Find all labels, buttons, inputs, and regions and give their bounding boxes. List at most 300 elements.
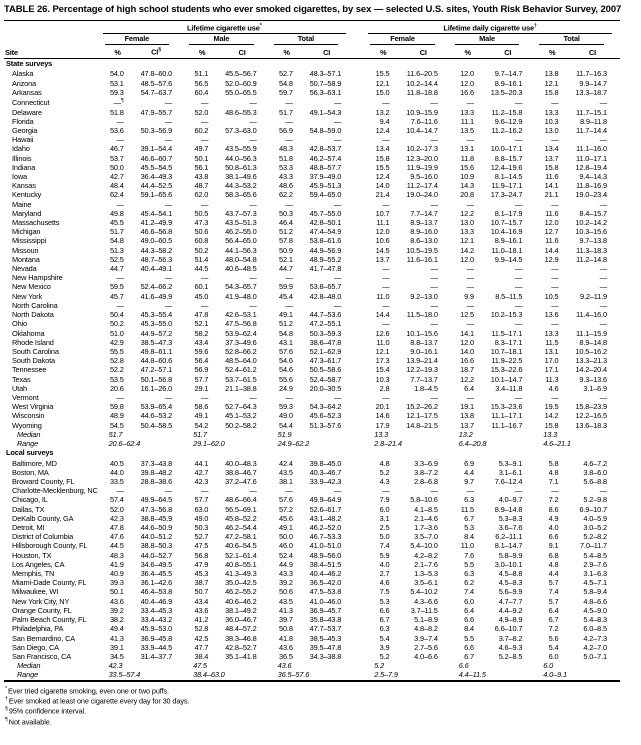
table-cell: 57.8 — [279, 236, 293, 246]
table-cell: — — [515, 264, 523, 274]
table-cell: 59.8 — [109, 402, 124, 412]
table-cell: 4.5–7.1 — [583, 578, 607, 588]
table-cell: 40.6–48.5 — [225, 264, 257, 274]
table-cell: 46.2–54.4 — [225, 523, 257, 533]
table-cell: 4.4–9.2 — [498, 605, 523, 615]
table-cell: — — [285, 486, 293, 496]
table-cell: — — [164, 486, 173, 496]
table-cell: 43.5–51.3 — [225, 218, 257, 228]
table-cell: 57.7 — [194, 495, 209, 505]
table-cell: 46.2–55.0 — [225, 227, 257, 237]
table-cell: 59.4–65.0 — [309, 190, 342, 200]
table-cell: 4.8–6.6 — [583, 596, 607, 606]
table-cell: 52.1 — [194, 319, 209, 329]
table-cell: 6.6 — [548, 532, 559, 542]
table-cell: 11.9–17.1 — [491, 181, 523, 191]
site-name: Charlotte-Mecklenburg, NC — [12, 486, 98, 496]
table-cell: 11.0 — [460, 541, 474, 551]
table-row — [4, 310, 620, 319]
table-cell: 57.4 — [109, 495, 124, 505]
table-cell: 4.4 — [548, 569, 559, 579]
table-cell: 10.9–15.9 — [406, 107, 438, 117]
summary-cell: 47.5 — [193, 661, 207, 671]
table-cell: — — [466, 282, 474, 292]
table-cell: 4.2–7.0 — [583, 642, 607, 652]
table-cell: 48.9–55.2 — [309, 254, 342, 264]
table-cell: 11.1–16.0 — [576, 144, 607, 154]
table-cell: 52.8–66.2 — [225, 346, 257, 356]
table-cell: 52.0 — [109, 504, 124, 514]
table-cell: 5.6–9.9 — [498, 587, 523, 597]
table-cell: 42.8–53.7 — [309, 144, 342, 154]
table-cell: 47.7 — [194, 642, 209, 652]
table-cell: 60.4 — [194, 87, 209, 97]
table-cell: 56.3–63.1 — [309, 87, 342, 97]
table-cell: 10.5–19.5 — [406, 245, 438, 255]
table-cell: 49.0 — [279, 411, 293, 421]
table-cell: 4.0 — [548, 523, 559, 533]
column-gap — [354, 375, 366, 384]
column-gap — [354, 45, 366, 58]
table-cell: 7.7–13.7 — [410, 374, 438, 384]
table-cell: — — [116, 273, 124, 283]
table-cell: 36.4–49.3 — [140, 172, 173, 182]
table-cell: 10.2–14.2 — [575, 218, 607, 228]
table-cell: 57.2 — [279, 504, 293, 514]
table-row — [4, 402, 620, 411]
table-cell: — — [116, 300, 124, 310]
table-cell: 10.4–16.9 — [490, 227, 523, 237]
column-gap — [354, 587, 366, 596]
table-cell: 17.1 — [544, 365, 559, 375]
table-cell: 52.0–60.9 — [225, 78, 257, 88]
table-cell: 12.4–19.6 — [490, 162, 523, 172]
table-cell: — — [551, 300, 559, 310]
table-cell: 56.1 — [194, 162, 209, 172]
table-cell: 41.0–46.0 — [309, 596, 342, 606]
table-cell: — — [466, 486, 474, 496]
table-cell: 36.0–46.7 — [225, 615, 257, 625]
table-cell: 17.9 — [375, 420, 390, 430]
table-cell: 45.6 — [279, 513, 293, 523]
table-cell: 6.9–10.7 — [579, 504, 607, 514]
table-cell: 44.0 — [109, 467, 124, 477]
site-name: West Virginia — [12, 402, 54, 412]
table-cell: 15.8 — [544, 420, 559, 430]
column-gap — [354, 514, 366, 523]
table-cell: 38.1–49.2 — [225, 605, 257, 615]
column-gap — [354, 117, 366, 126]
table-header — [4, 20, 620, 58]
ci-header: CI — [298, 45, 354, 58]
footnote-marker: ¶ — [5, 716, 8, 723]
table-cell: 43.3 — [279, 172, 293, 182]
table-cell: 40.6–46.2 — [225, 596, 257, 606]
section-header-row — [4, 58, 620, 69]
table-cell: 5.2–8.2 — [583, 532, 607, 542]
table-cell: 12.5 — [460, 310, 474, 320]
table-cell: 11.6 — [545, 236, 559, 246]
site-name: New York — [12, 291, 43, 301]
table-cell: 12.0 — [375, 227, 390, 237]
column-gap — [354, 411, 366, 420]
table-cell: 42.3 — [194, 477, 209, 487]
column-gap — [354, 486, 366, 495]
table-cell: 37.3–49.6 — [225, 337, 257, 347]
spanner-row — [4, 20, 620, 34]
table-cell: 52.7 — [194, 532, 209, 542]
table-cell: — — [551, 319, 559, 329]
table-row — [4, 236, 620, 245]
table-cell: 50.6 — [194, 227, 209, 237]
table-cell: — — [285, 116, 293, 126]
table-cell: 9.9–14.7 — [579, 78, 607, 88]
table-cell: 51.1 — [194, 69, 209, 79]
table-cell: 8.4 — [464, 532, 474, 542]
table-cell: — — [430, 199, 438, 209]
table-cell: 48.0–54.8 — [225, 254, 257, 264]
table-cell: 44.3–58.2 — [140, 245, 173, 255]
site-name: Wyoming — [12, 420, 42, 430]
table-cell: 34.3–38.8 — [309, 651, 342, 661]
table-cell: — — [164, 116, 173, 126]
table-cell: 54.3–64.2 — [309, 402, 342, 412]
table-cell: 15.8 — [544, 162, 559, 172]
table-cell: 35.1–41.8 — [225, 651, 257, 661]
table-cell: 12.2 — [460, 374, 474, 384]
table-cell: 11.6 — [545, 172, 559, 182]
table-cell: 4.8 — [379, 458, 390, 468]
table-cell: — — [285, 135, 293, 145]
table-cell: 59.1–65.6 — [140, 190, 173, 200]
table-cell: — — [164, 98, 173, 108]
table-cell: 35.0–42.5 — [225, 578, 257, 588]
table-cell: 11.5–17.1 — [491, 328, 523, 338]
table-cell: — — [515, 199, 523, 209]
column-gap — [354, 20, 366, 34]
table-cell: 52.8 — [109, 356, 124, 366]
table-cell: 35.8–43.8 — [309, 615, 342, 625]
table-row — [4, 587, 620, 596]
table-cell: — — [430, 282, 438, 292]
table-row — [4, 624, 620, 633]
table-row — [4, 88, 620, 97]
table-cell: 3.1–6.1 — [498, 467, 523, 477]
table-cell: 50.4–58.5 — [140, 420, 173, 430]
table-cell: 8.5–11.5 — [495, 291, 523, 301]
table-cell: — — [599, 319, 607, 329]
table-cell: 6.0 — [548, 651, 559, 661]
table-cell: 4.2–7.3 — [583, 633, 607, 643]
table-cell: —¶ — [113, 97, 124, 108]
column-gap — [354, 505, 366, 514]
column-gap — [354, 421, 366, 430]
site-name: Detroit, MI — [12, 523, 45, 533]
summary-label: Range — [17, 670, 39, 680]
table-cell: 6.7 — [379, 615, 390, 625]
column-gap — [354, 246, 366, 255]
table-cell: 4.4 — [464, 467, 474, 477]
table-cell: 57.6 — [279, 346, 293, 356]
table-cell: 12.8–19.4 — [575, 162, 607, 172]
table-cell: 41.7–47.8 — [309, 264, 342, 274]
table-cell: 47.5–56.8 — [225, 319, 257, 329]
table-cell: 3.1 — [379, 513, 390, 523]
column-gap — [354, 310, 366, 319]
table-cell: 8.8–13.7 — [410, 337, 438, 347]
table-cell: — — [116, 486, 124, 496]
column-gap — [354, 384, 366, 393]
table-cell: 7.4 — [464, 587, 474, 597]
table-cell: — — [515, 300, 523, 310]
table-cell: 5.4 — [548, 642, 559, 652]
table-cell: 44.7 — [109, 264, 124, 274]
summary-cell: 43.6 — [277, 661, 292, 671]
table-cell: 13.1 — [544, 346, 559, 356]
table-cell: 38.5–47.3 — [140, 337, 173, 347]
summary-cell: 2.8–21.4 — [374, 438, 402, 448]
column-gap — [354, 643, 366, 652]
column-gap — [354, 282, 366, 291]
table-cell: 47.8 — [109, 523, 124, 533]
table-cell: — — [430, 98, 438, 108]
table-cell: 14.2–20.4 — [575, 365, 607, 375]
column-gap — [354, 661, 366, 670]
table-cell: 55.6 — [279, 374, 293, 384]
table-cell: 6.6–10.7 — [494, 624, 523, 634]
table-cell: 6.7 — [548, 615, 559, 625]
table-cell: 19.5 — [544, 402, 559, 412]
table-cell: 11.9–22.5 — [491, 356, 523, 366]
column-gap — [354, 402, 366, 411]
site-name: Arkansas — [12, 87, 42, 97]
table-cell: 53.7–61.5 — [225, 374, 257, 384]
table-cell: 5.2–8.5 — [498, 651, 523, 661]
table-cell: 16.6 — [460, 356, 474, 366]
table-cell: 54.4 — [279, 420, 293, 430]
table-cell: 10.5–16.2 — [575, 346, 607, 356]
site-name: North Carolina — [12, 300, 58, 310]
table-cell: 50.7 — [194, 587, 209, 597]
site-name: Broward County, FL — [12, 477, 75, 487]
table-cell: 45.5–56.7 — [225, 69, 257, 79]
table-cell: 47.7–53.7 — [309, 624, 342, 634]
table-cell: 56.4 — [194, 356, 209, 366]
table-cell: 3.5–6.1 — [414, 578, 438, 588]
table-cell: 50.8–61.3 — [225, 162, 257, 172]
table-cell: 44.5 — [194, 264, 209, 274]
table-cell: 8.6 — [548, 504, 559, 514]
table-cell: 12.4 — [375, 126, 390, 136]
table-cell: 41.2–49.9 — [140, 218, 173, 228]
table-cell: — — [599, 135, 607, 145]
table-cell: 38.2 — [109, 615, 124, 625]
summary-cell: 51.7 — [193, 429, 207, 439]
table-cell: — — [249, 486, 257, 496]
footnote — [5, 685, 636, 695]
table-cell: — — [249, 199, 257, 209]
table-cell: 43.1 — [279, 337, 293, 347]
table-cell: 52.6–61.7 — [309, 504, 342, 514]
table-cell: 52.0 — [194, 107, 209, 117]
table-cell: 59.3 — [109, 87, 124, 97]
table-cell: — — [164, 135, 173, 145]
table-cell: 51.3–57.6 — [309, 420, 342, 430]
table-cell: 40.4–46.9 — [140, 596, 173, 606]
table-cell: 8.6–13.0 — [410, 236, 438, 246]
table-cell: 4.3–6.6 — [414, 596, 438, 606]
table-cell: 6.3 — [464, 495, 474, 505]
summary-cell: 29.1–62.0 — [193, 438, 225, 448]
table-cell: 5.5 — [464, 559, 474, 569]
footnote-text: 95% confidence interval. — [8, 706, 86, 716]
summary-cell: 36.5–57.6 — [277, 670, 310, 680]
table-cell: 9.4 — [379, 116, 390, 126]
site-name: North Dakota — [12, 310, 54, 320]
table-cell: 6.7 — [464, 513, 474, 523]
table-cell: 45.3 — [194, 569, 209, 579]
footnote-marker: § — [158, 47, 162, 54]
pct-header: % — [185, 45, 213, 58]
table-cell: 10.7 — [375, 208, 390, 218]
table-cell: 46.6–56.8 — [140, 227, 173, 237]
table-cell: 5.3 — [379, 596, 390, 606]
summary-cell: 4.4–11.5 — [458, 670, 486, 680]
table-cell: 53.8–61.6 — [309, 236, 342, 246]
column-gap — [354, 144, 366, 153]
table-cell: 13.3–18.7 — [575, 87, 607, 97]
table-cell: — — [333, 300, 342, 310]
table-cell: — — [249, 392, 257, 402]
summary-row — [4, 661, 620, 670]
table-row — [4, 273, 620, 282]
table-cell: 8.1–14.5 — [494, 172, 523, 182]
table-cell: 46.7–53.3 — [309, 532, 342, 542]
table-cell: — — [201, 199, 209, 209]
table-cell: 10.3 — [375, 374, 390, 384]
table-cell: 13.9–21.4 — [406, 356, 438, 366]
table-cell: 17.0 — [544, 356, 559, 366]
table-cell: 15.0 — [375, 87, 390, 97]
site-name: Milwaukee, WI — [12, 587, 59, 597]
table-cell: 51.4 — [194, 254, 209, 264]
table-cell: — — [599, 486, 607, 496]
table-cell: 5.8–9.9 — [498, 550, 523, 560]
table-cell: 63.0 — [194, 504, 209, 514]
table-cell: 5.8 — [548, 458, 559, 468]
column-gap — [354, 468, 366, 477]
table-cell: 44.9 — [279, 559, 293, 569]
table-cell: 4.5–8.3 — [498, 578, 523, 588]
table-cell: 41.0–51.0 — [309, 541, 342, 551]
table-cell: 42.6–53.1 — [225, 310, 257, 320]
column-gap — [354, 356, 366, 365]
table-cell: 13.7 — [460, 420, 474, 430]
table-cell: 28.8–38.6 — [140, 477, 173, 487]
site-name: Delaware — [12, 107, 43, 117]
spanner-label: Lifetime cigarette use — [187, 22, 260, 32]
table-cell: 4.6 — [548, 383, 559, 393]
table-cell: — — [466, 199, 474, 209]
table-cell: — — [551, 199, 559, 209]
table-cell: 11.7–15.1 — [576, 107, 607, 117]
table-cell: 60.1 — [194, 282, 209, 292]
table-cell: 11.3 — [545, 374, 559, 384]
table-cell: 45.7 — [109, 291, 124, 301]
summary-row — [4, 439, 620, 448]
table-cell: 4.5–9.0 — [583, 605, 607, 615]
table-cell: 4.1–8.5 — [414, 504, 438, 514]
table-cell: 58.6 — [194, 402, 209, 412]
table-cell: 11.5 — [545, 337, 559, 347]
table-cell: 11.1 — [376, 218, 390, 228]
table-cell: 44.8–60.6 — [140, 356, 173, 366]
table-cell: 51.2 — [279, 227, 293, 237]
table-cell: 42.8–50.1 — [309, 218, 342, 228]
table-cell: — — [466, 135, 474, 145]
table-cell: 9.7–13.8 — [579, 236, 607, 246]
footnote-marker: § — [5, 706, 8, 713]
table-cell: — — [599, 264, 607, 274]
table-cell: 13.2 — [375, 107, 390, 117]
table-row — [4, 292, 620, 301]
table-cell: 54.6 — [279, 365, 293, 375]
site-name: Michigan — [12, 227, 41, 237]
table-row — [4, 329, 620, 338]
table-cell: 45.9–51.3 — [309, 181, 342, 191]
table-cell: — — [551, 392, 559, 402]
summary-cell: 51.7 — [108, 429, 123, 439]
table-cell: 52.8 — [194, 624, 209, 634]
table-cell: 15.2–26.2 — [406, 402, 438, 412]
column-gap — [354, 79, 366, 88]
table-cell: 42.8–48.0 — [309, 291, 342, 301]
table-cell: — — [285, 273, 293, 283]
column-gap — [354, 190, 366, 199]
table-cell: 14.4 — [544, 245, 559, 255]
table-cell: 56.5–69.1 — [225, 504, 257, 514]
site-name: San Bernardino, CA — [12, 633, 76, 643]
table-cell: 29.1 — [194, 383, 209, 393]
table-cell: 38.3–46.8 — [225, 633, 257, 643]
table-cell: 12.2 — [460, 208, 474, 218]
table-cell: 5.4–8.3 — [583, 615, 607, 625]
table-cell: 14.3 — [460, 181, 474, 191]
table-cell: 41.8 — [279, 633, 293, 643]
table-cell: 8.9–11.8 — [579, 116, 607, 126]
table-cell: 36.9–45.8 — [140, 633, 173, 643]
table-cell: — — [466, 392, 474, 402]
table-cell: 43.3 — [279, 569, 293, 579]
summary-label: Median — [17, 661, 41, 671]
table-cell: 45.0 — [194, 291, 209, 301]
table-cell: 52.4–61.2 — [225, 365, 257, 375]
table-cell: 50.4 — [109, 310, 124, 320]
table-cell: — — [515, 282, 523, 292]
table-cell: 11.3–18.3 — [576, 245, 607, 255]
table-cell: 54.8–59.0 — [309, 126, 342, 136]
group-header-row — [4, 34, 620, 45]
site-name: Idaho — [12, 144, 30, 154]
table-cell: 40.4–46.2 — [309, 569, 342, 579]
table-cell: 47.8–60.0 — [140, 69, 173, 79]
table-cell: 13.3 — [460, 107, 474, 117]
table-cell: — — [430, 486, 438, 496]
table-cell: 52.5 — [109, 254, 124, 264]
table-cell: 58.2 — [194, 328, 209, 338]
table-cell: 3.1–6.9 — [583, 383, 607, 393]
ci-header: CI — [479, 45, 535, 58]
